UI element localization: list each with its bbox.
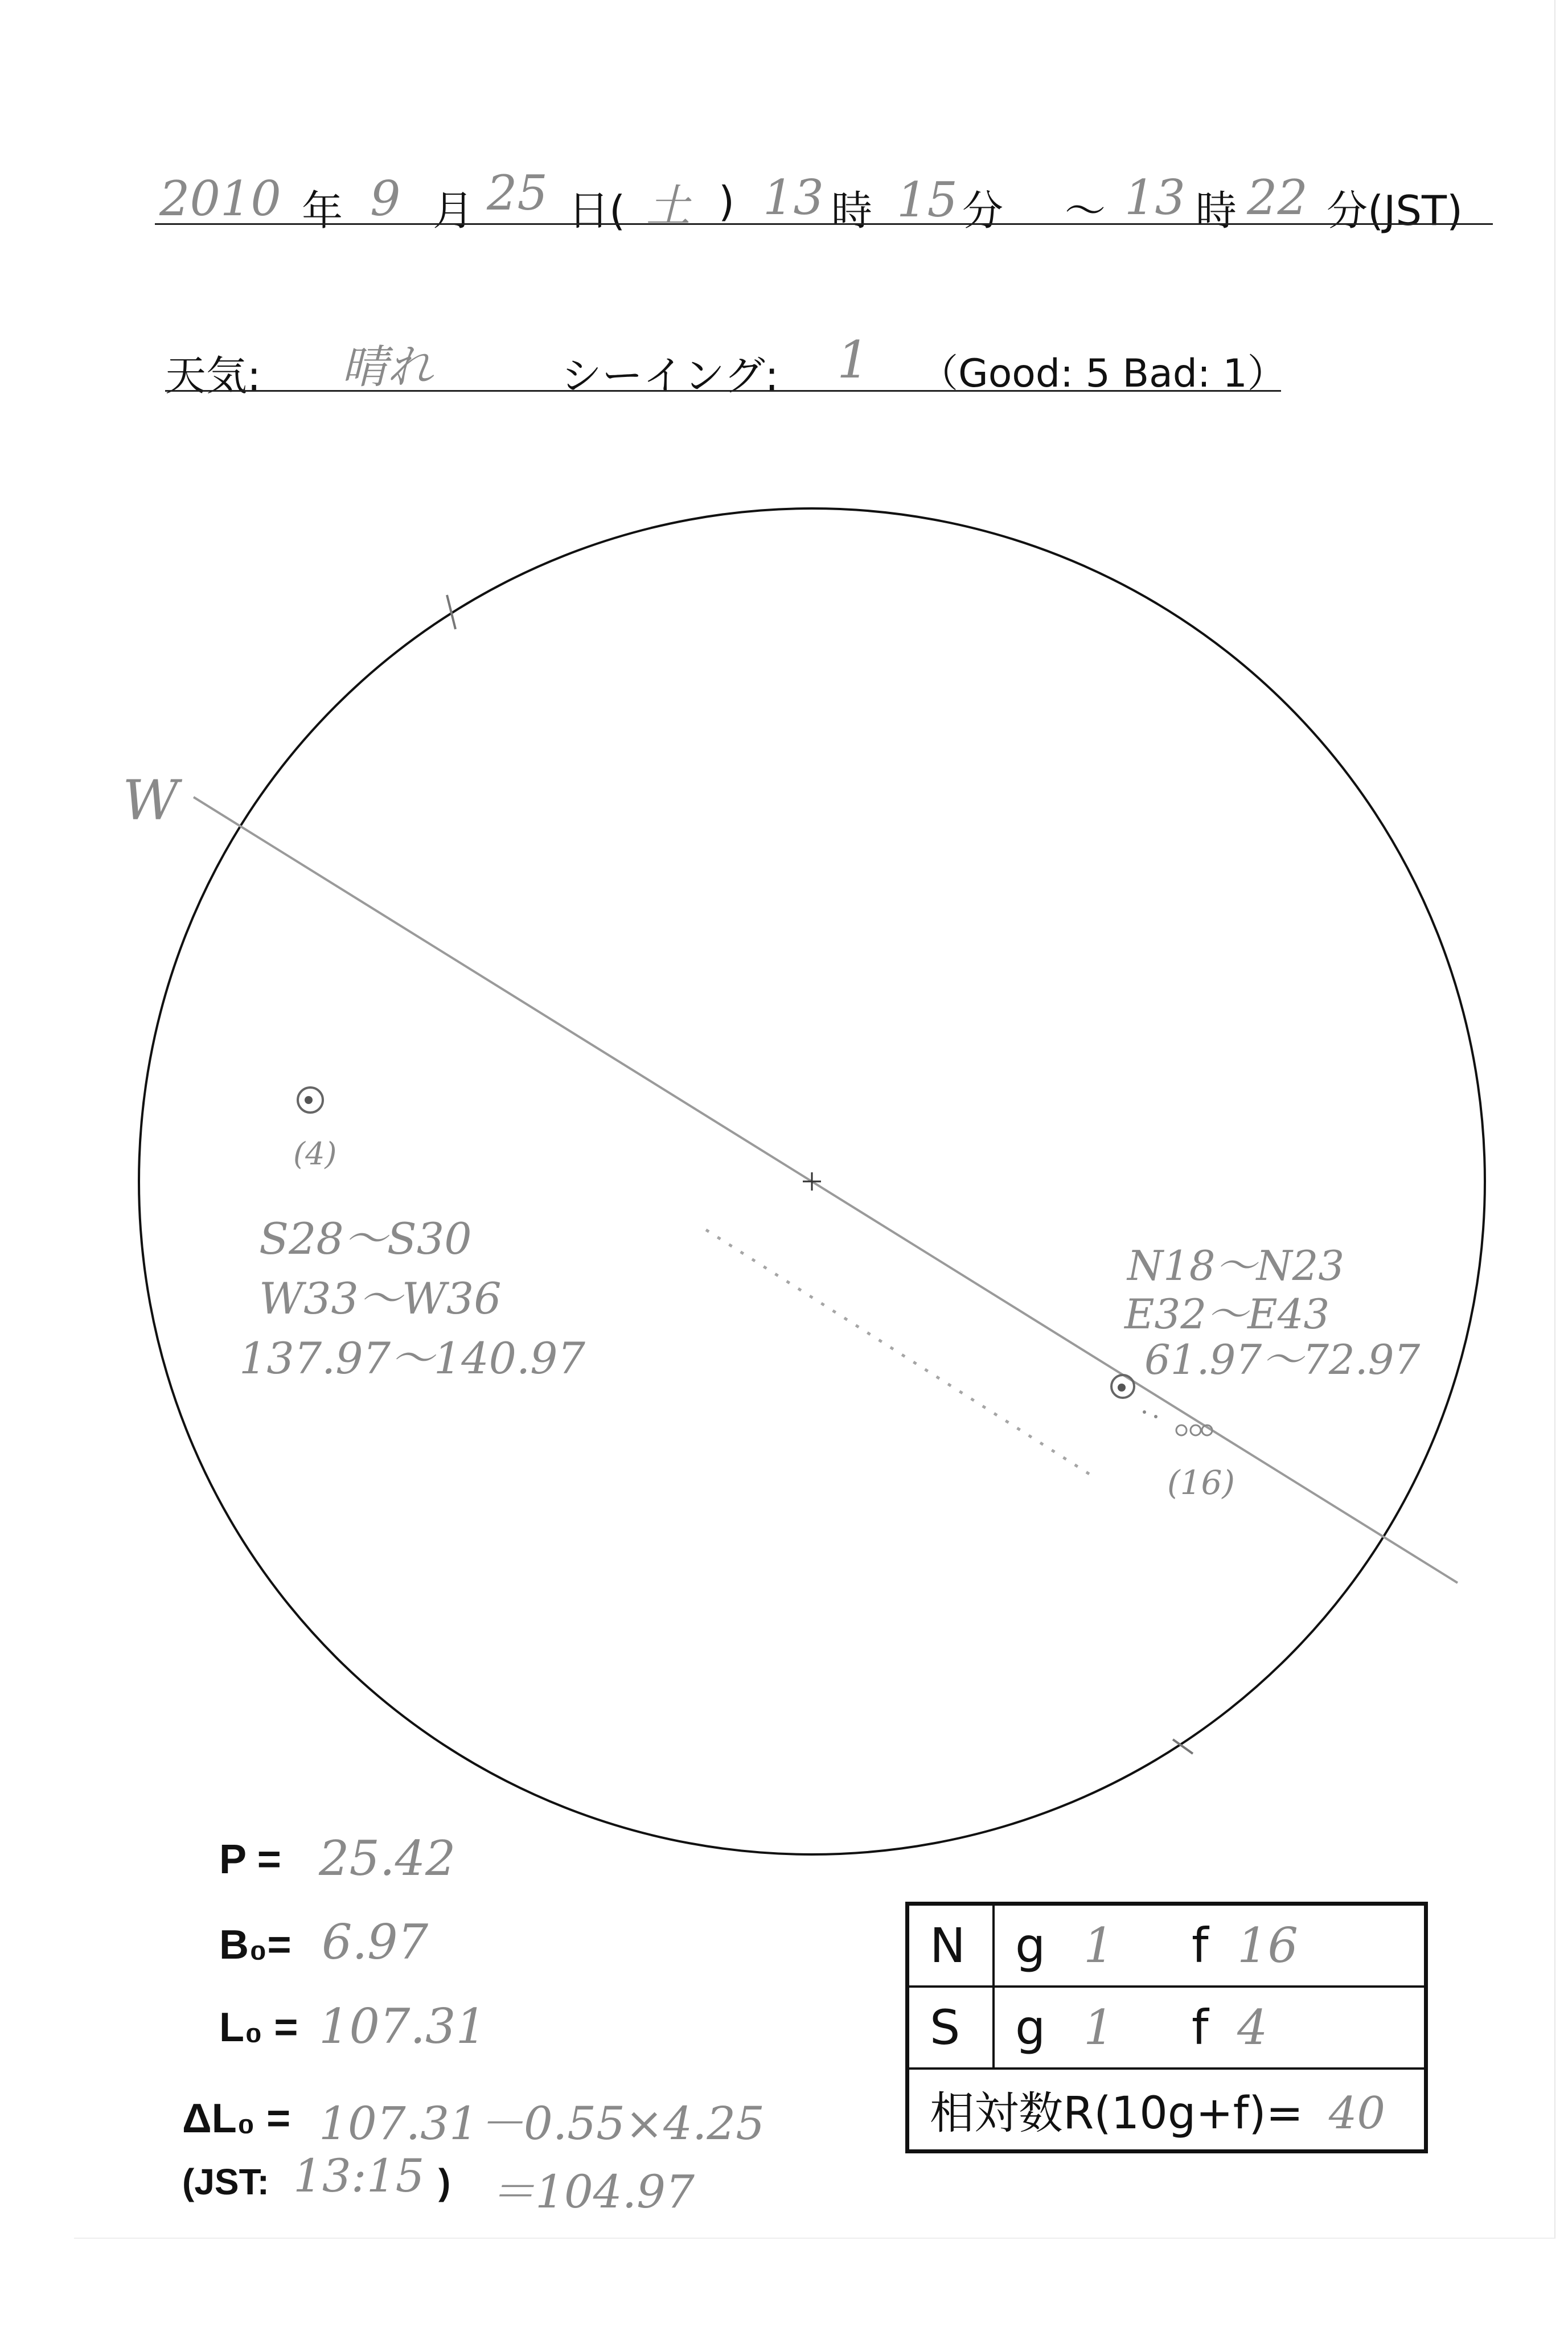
weekday-close: ) <box>719 178 735 225</box>
relative-number-label: 相対数R(10g+f)= <box>930 2088 1303 2139</box>
north-counts <box>994 1904 1426 1987</box>
dl0-result: ＝104.97 <box>490 2165 695 2218</box>
weather-label: 天気: <box>165 352 261 400</box>
month-value: 9 <box>370 171 401 227</box>
seeing-value: 1 <box>837 330 870 390</box>
seeing-label: シーイング: <box>561 352 779 400</box>
start-min-unit: 分 <box>962 187 1004 235</box>
start-min-value: 15 <box>897 172 958 228</box>
group-east-count: (16) <box>1167 1463 1235 1502</box>
year-value: 2010 <box>159 171 281 227</box>
l0-value: 107.31 <box>319 1998 486 2054</box>
month-unit: 月 <box>433 187 474 235</box>
relative-number-value: 40 <box>1328 2088 1386 2139</box>
day-value: 25 <box>487 165 548 221</box>
north-label: N <box>908 1904 994 1987</box>
direction-w-label: W <box>122 769 179 832</box>
sunspot-west <box>298 1087 323 1113</box>
north-g-label: g <box>1015 1918 1046 1973</box>
start-hour-value: 13 <box>763 170 824 225</box>
south-f-value: 4 <box>1237 2000 1268 2055</box>
b0-value: 6.97 <box>322 1914 429 1970</box>
group-east-lon: E32～E43 <box>1124 1290 1330 1338</box>
north-f-label: f <box>1192 1918 1209 1973</box>
day-unit: 日( <box>568 187 626 235</box>
relative-number-row <box>908 2069 1426 2152</box>
end-min-unit: 分(JST) <box>1327 187 1463 235</box>
end-hour-value: 13 <box>1124 170 1185 225</box>
group-west-carrington: 137.97～140.97 <box>239 1333 585 1384</box>
dl0-label: ΔL₀ = <box>182 2096 291 2141</box>
sunspot-count-table <box>905 1902 1428 2153</box>
south-f-label: f <box>1192 2000 1209 2055</box>
north-g-value: 1 <box>1083 1918 1114 1973</box>
group-west-lat: S28～S30 <box>259 1213 472 1264</box>
ecliptic-direction-line <box>194 797 1458 1583</box>
south-g-label: g <box>1015 2000 1046 2055</box>
hatched-filament-marks <box>706 1230 1090 1475</box>
weather-value: 晴れ <box>342 340 433 393</box>
end-min-value: 22 <box>1247 170 1308 225</box>
p-value: 25.42 <box>319 1831 456 1886</box>
jst-value: 13:15 <box>293 2149 425 2202</box>
group-west-lon: W33～W36 <box>259 1273 502 1324</box>
dl0-value: 107.31－0.55×4.25 <box>319 2097 765 2150</box>
end-hour-unit: 時 <box>1196 187 1237 235</box>
group-west-count: (4) <box>293 1136 337 1172</box>
group-east-lat: N18～N23 <box>1127 1242 1345 1290</box>
north-f-value: 16 <box>1237 1918 1298 1973</box>
year-unit: 年 <box>302 187 343 235</box>
weekday-value: 土 <box>646 181 691 232</box>
l0-label: L₀ = <box>219 2005 298 2050</box>
start-hour-unit: 時 <box>831 187 873 235</box>
relative-number-cell <box>908 2069 1426 2152</box>
b0-label: B₀= <box>219 1922 292 1968</box>
jst-label: (JST: <box>182 2161 269 2202</box>
south-counts <box>994 1987 1426 2069</box>
group-east-carrington: 61.97～72.97 <box>1144 1336 1421 1384</box>
jst-close: ) <box>438 2161 451 2202</box>
south-label: S <box>908 1987 994 2069</box>
north-row <box>908 1904 1426 1987</box>
south-row <box>908 1987 1426 2069</box>
seeing-scale: （Good: 5 Bad: 1） <box>920 351 1286 396</box>
south-g-value: 1 <box>1083 2000 1114 2055</box>
p-label: P = <box>219 1837 281 1882</box>
tilde: ～ <box>1065 187 1106 235</box>
